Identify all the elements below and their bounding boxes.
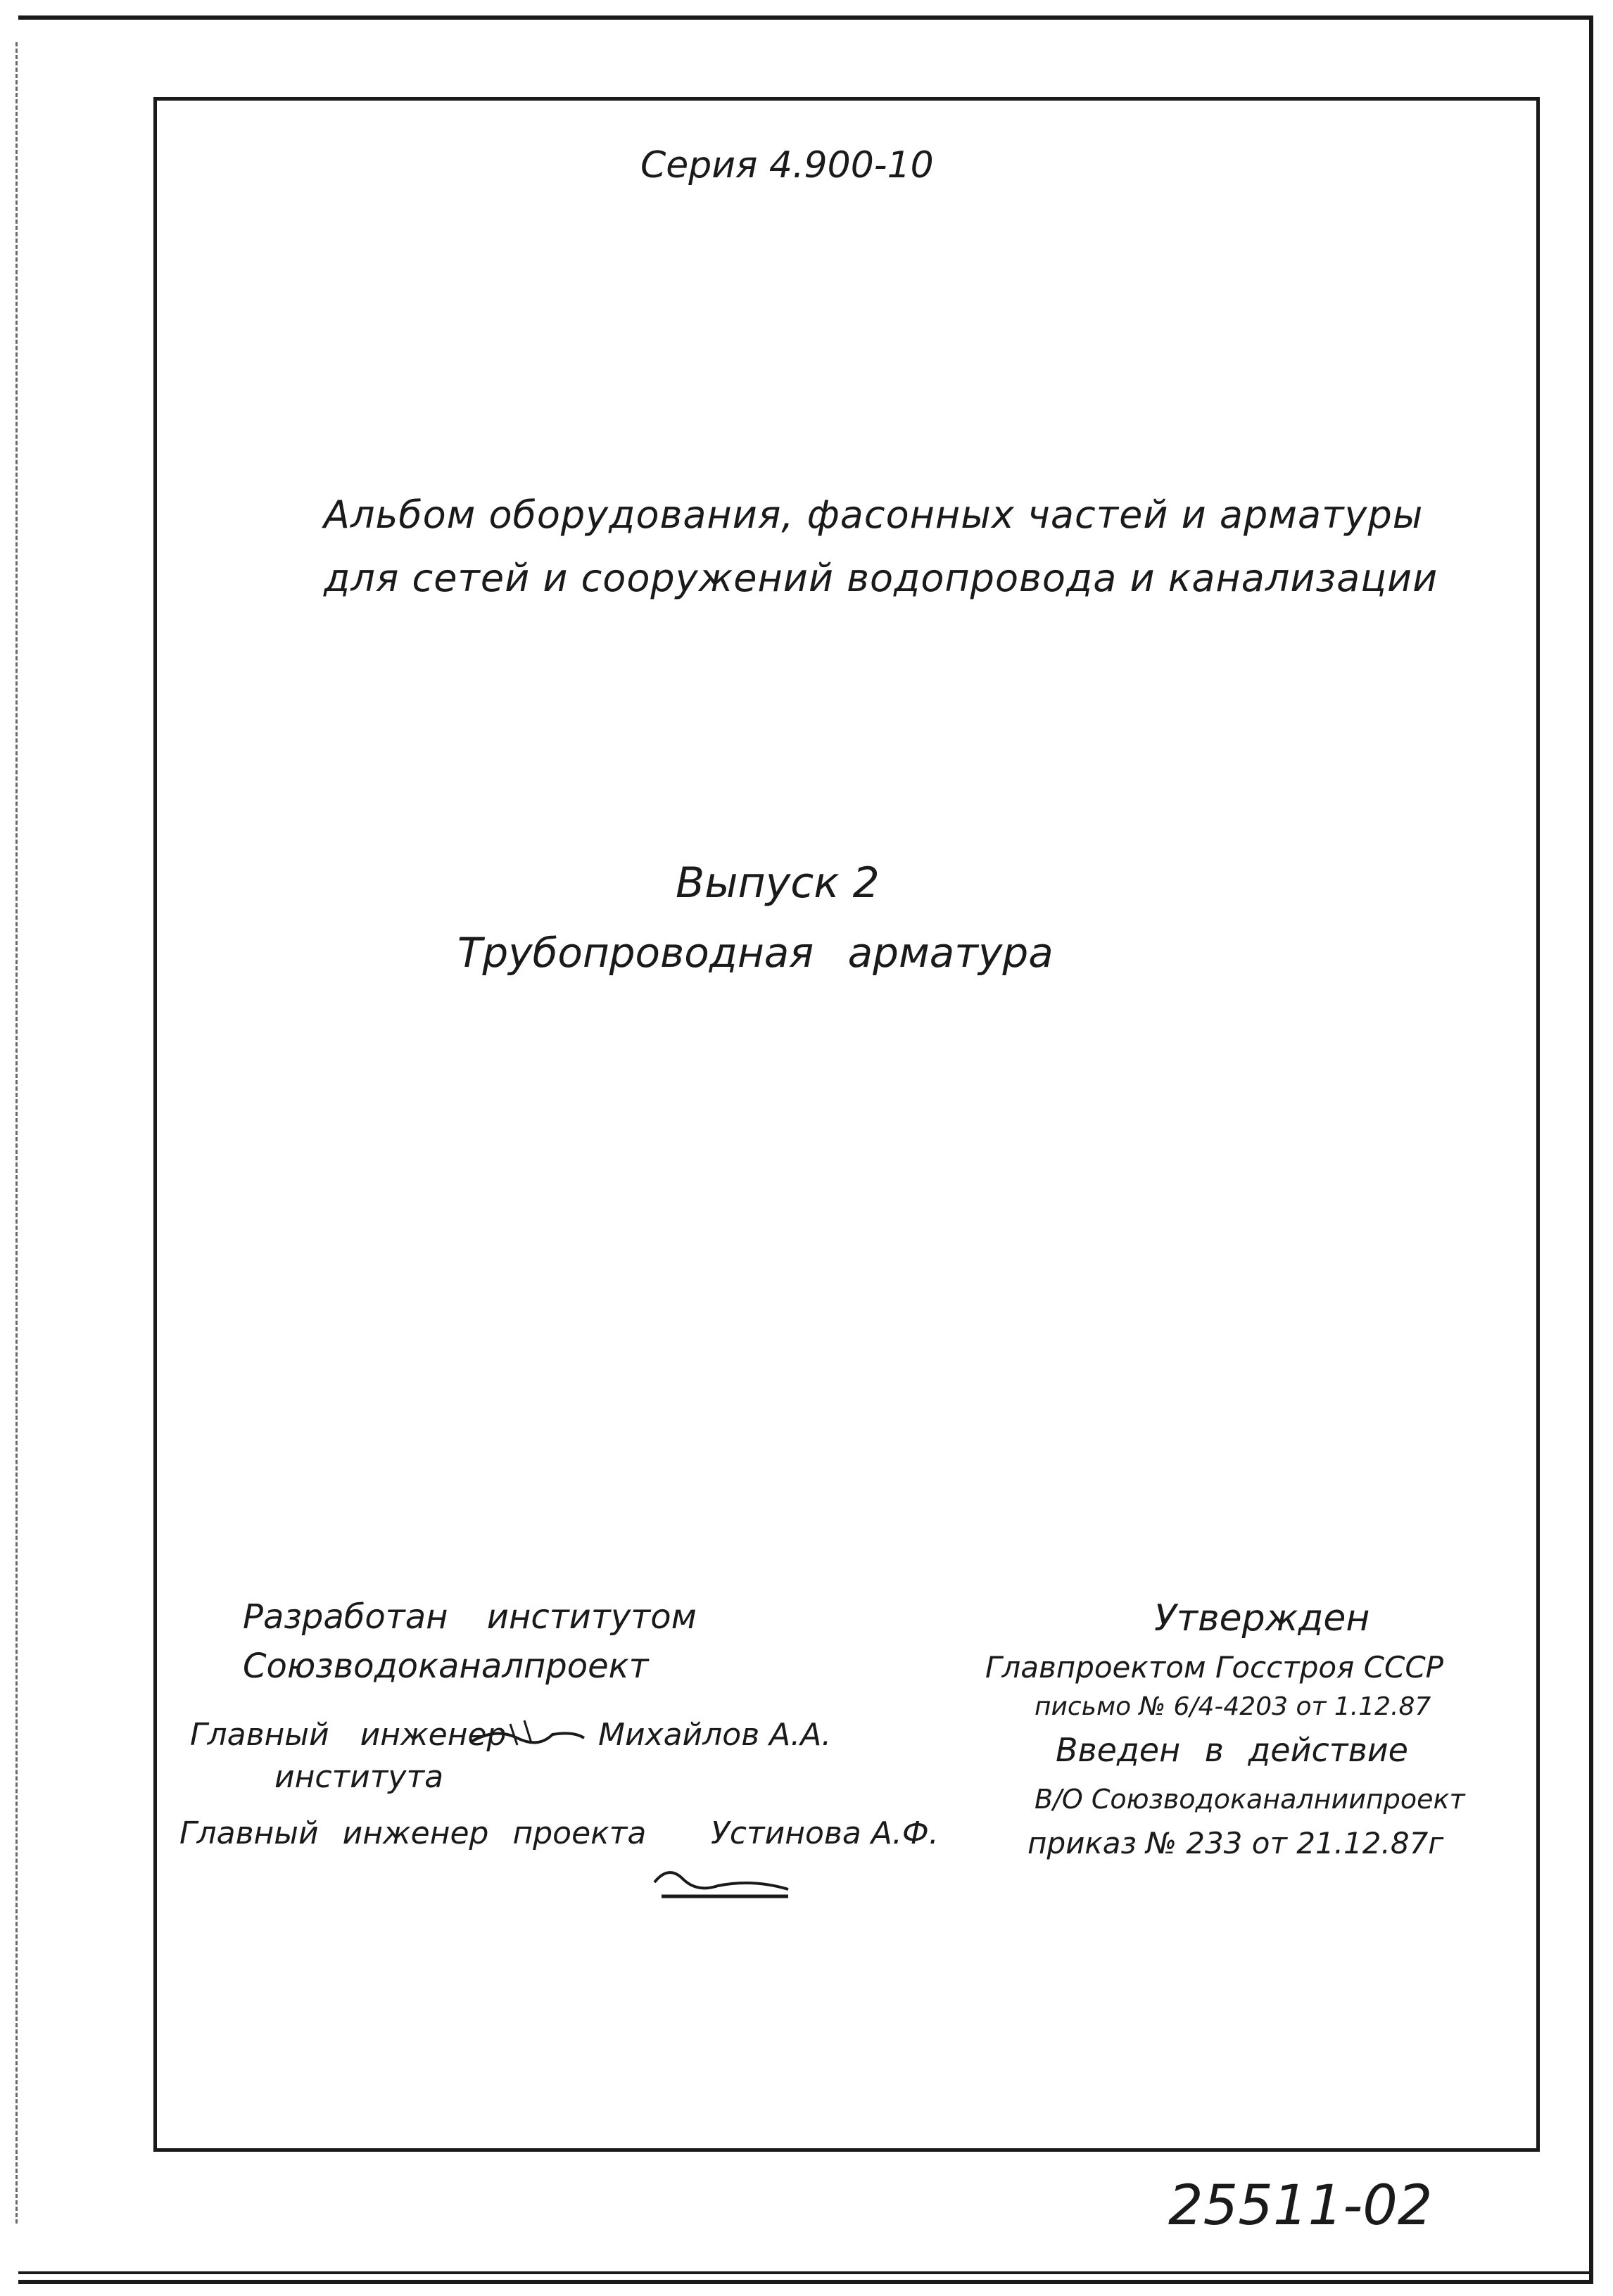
approved-title: Утвержден <box>1154 1597 1370 1639</box>
developed-line-2: Союзводоканалпроект <box>243 1647 649 1686</box>
project-engineer-label: Главный инженер проекта <box>179 1815 647 1851</box>
document-number: 25511-02 <box>1168 2174 1433 2238</box>
outer-frame-left-edge <box>15 42 18 2224</box>
approved-line-4: В/О Союзводоканалниипроект <box>1035 1784 1465 1815</box>
approved-line-3: Введен в действие <box>1056 1731 1408 1769</box>
album-title-line-1: Альбом оборудования, фасонных частей и арматуры <box>324 493 1424 537</box>
series-label: Серия 4.900-10 <box>640 144 934 186</box>
chief-engineer-name: Михайлов А.А. <box>598 1717 832 1753</box>
issue-subtitle: Трубопроводная арматура <box>457 929 1054 977</box>
developed-line-1: Разработан институтом <box>243 1597 697 1637</box>
approved-line-2: письмо № 6/4-4203 от 1.12.87 <box>1035 1692 1431 1721</box>
project-engineer-name: Устинова А.Ф. <box>711 1815 939 1851</box>
album-title-line-2: для сетей и сооружений водопровода и канализации <box>324 556 1438 600</box>
bottom-rule <box>18 2271 1589 2274</box>
chief-engineer-signature <box>468 1706 588 1763</box>
chief-engineer-label: Главный инженер <box>190 1717 507 1753</box>
chief-engineer-org: института <box>274 1759 444 1795</box>
issue-label: Выпуск 2 <box>676 858 880 908</box>
project-engineer-signature <box>647 1858 809 1907</box>
approved-line-5: приказ № 233 от 21.12.87г <box>1027 1826 1444 1860</box>
approved-line-1: Главпроектом Госстроя СССР <box>985 1650 1443 1685</box>
